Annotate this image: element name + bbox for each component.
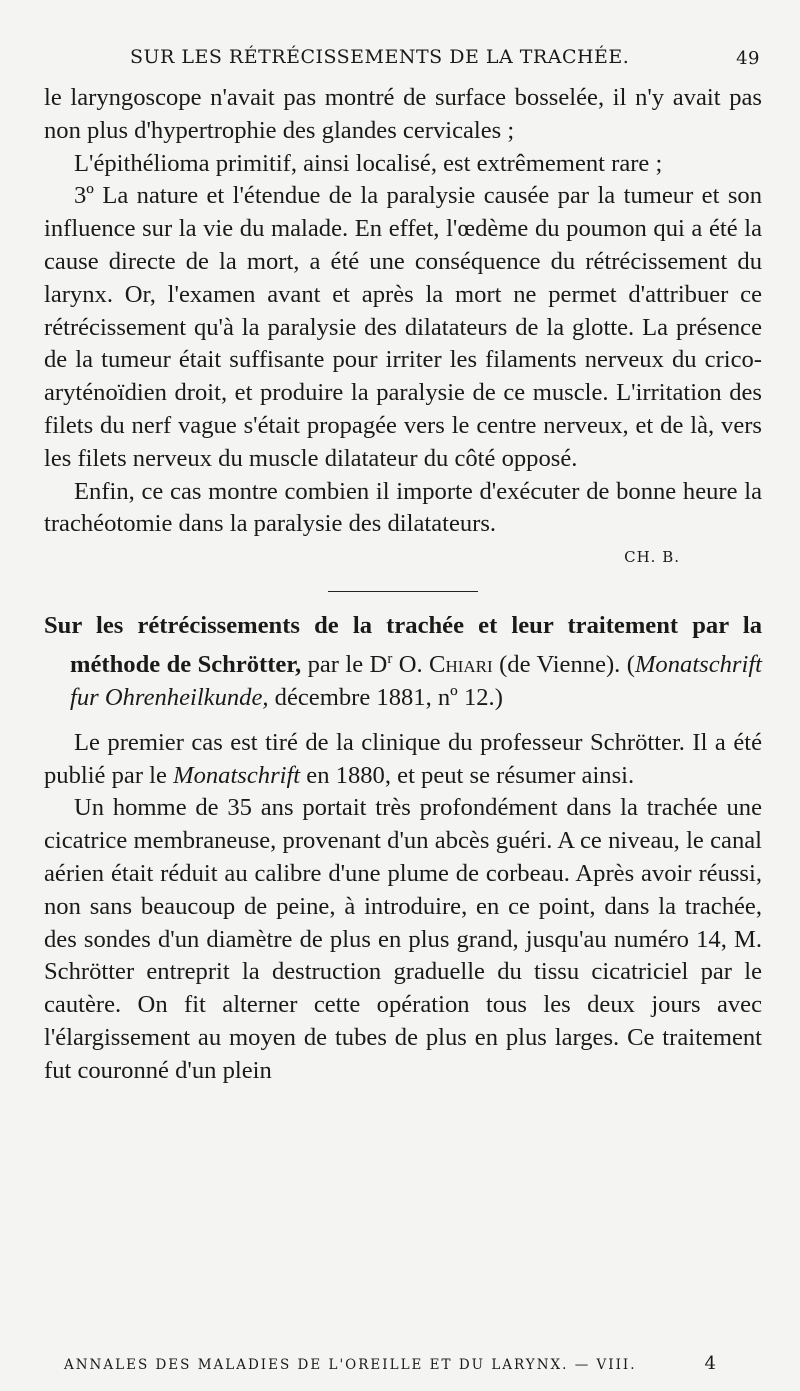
spacer	[44, 715, 762, 727]
running-title: SUR LES RÉTRÉCISSEMENTS DE LA TRACHÉE.	[130, 46, 630, 68]
article-heading	[44, 610, 762, 715]
page-number: 49	[736, 48, 760, 69]
footer-journal-line: ANNALES DES MALADIES DE L'OREILLE ET DU LARYNX. — VIII.	[64, 1357, 637, 1373]
journal-title-inline: Monatschrift	[173, 761, 301, 789]
paragraph: Enfin, ce cas montre combien il importe d'exécuter de bonne heure la trachéotomie dans la paralysie des dilatateurs.	[44, 477, 762, 538]
paragraph: Un homme de 35 ans portait très profondément dans la trachée une cicatrice membraneuse, provenant d'un abcès guéri. A ce niveau, le canal aérien était réduit au calibre d'une plume de corbeau. Après avoir réussi, non sans beaucoup de peine, à introduire, en ce point, dans la trachée, des sondes d'un diamètre de plus en plus grand, jusqu'au numéro 14, M. Schrötter entreprit la destruction graduelle du tissu cicatriciel par le cautère. On fit alterner cette opération tous les deux jours avec l'élargissement au moyen de tubes de plus en plus larges. Ce traitement fut couronné d'un plein	[44, 794, 762, 1084]
paragraph-text: en 1880, et peut se résumer ainsi.	[300, 761, 635, 789]
article-title: Sur les rétrécissements de la trachée et leur traitement par la méthode de Schrötter,	[44, 612, 762, 679]
section-divider	[328, 591, 478, 592]
running-head	[130, 42, 760, 72]
author-initial: O.	[392, 651, 430, 679]
paragraph: L'épithélioma primitif, ainsi localisé, est extrêmement rare ;	[74, 149, 663, 177]
signature-mark: 4	[704, 1353, 716, 1374]
author-place: (de Vienne). (	[492, 651, 635, 679]
paragraph: le laryngoscope n'avait pas montré de surface bosselée, il n'y avait pas non plus d'hypertrophie des glandes cervicales ;	[44, 84, 762, 144]
author-name: Chiari	[429, 651, 493, 679]
article-by: par le D	[301, 651, 388, 679]
journal-title: Monatschrift fur Ohrenheilkunde,	[70, 651, 763, 711]
publication-date: décembre 1881, nº 12.)	[268, 683, 503, 711]
page-body	[44, 82, 762, 1088]
article-by-sup: r	[387, 650, 393, 667]
page-footer	[64, 1353, 760, 1377]
review-signature: CH. B.	[624, 548, 680, 567]
paragraph: 3º La nature et l'étendue de la paralysie causée par la tumeur et son influence sur la vie du malade. En effet, l'œdème du poumon qui a été la cause directe de la mort, a été une conséquence du rétrécissement du larynx. Or, l'examen avant et après la mort ne permet d'attribuer ce rétrécissement qu'à la paralysie des dilatateurs de la glotte. La présence de la tumeur était suffisante pour irriter les filaments nerveux du crico-aryténoïdien droit, et produire la paralysie de ce muscle. L'irritation des filets du nerf vague s'était propagée vers le centre nerveux, et de là, vers les filets nerveux du muscle dilatateur du côté opposé.	[44, 182, 762, 472]
paragraph-text: Le premier cas est tiré de la clinique du professeur Schrötter. Il a été publié par le	[44, 728, 762, 789]
paragraph	[44, 727, 762, 793]
